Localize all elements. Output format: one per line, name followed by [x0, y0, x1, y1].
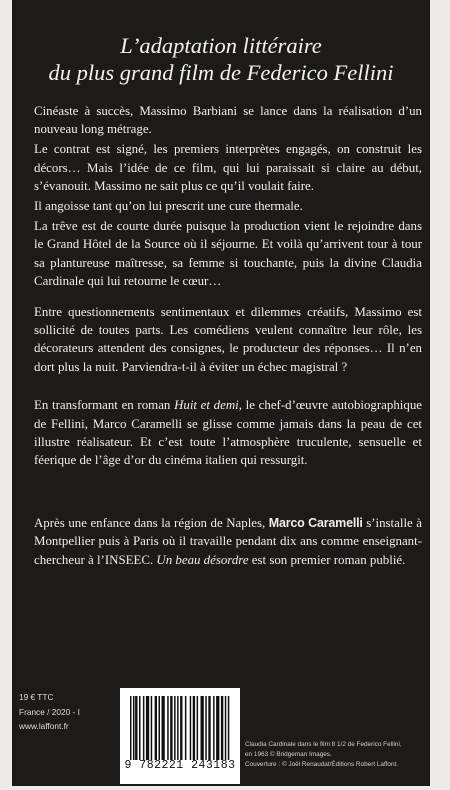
credit-line-2: en 1963 © Bridgeman Images.	[245, 751, 332, 758]
bio-text-end: est son premier roman publié.	[248, 552, 406, 567]
photo-credits	[245, 740, 425, 770]
bio-text-middle: s’installe à Montpellier puis à Paris où il travaille pendant dix ans comme enseignant-chercheur à l’INSEEC.	[34, 515, 422, 567]
book-title-huit-et-demi: Huit et demi	[174, 398, 239, 413]
heading-line-2: du plus grand film de Federico Fellini	[48, 60, 394, 85]
publisher-website: www.laffont.fr	[19, 721, 69, 731]
synopsis-paragraph-4: La trêve est de courte durée puisque la production vient le rejoindre dans le Grand Hôtel de la Source où il séjourne. Et voilà qu’arrivent tour à tour sa plantureuse maîtresse, sa femme si touchante, puis la divine Claudia Cardinale qui lui retourne le cœur…	[34, 218, 422, 289]
synopsis-paragraph-1: Cinéaste à succès, Massimo Barbiani se lance dans la réalisation d’un nouveau long métrage.	[34, 104, 422, 137]
price: 19 € TTC	[19, 692, 54, 702]
credit-line-3: Couverture : © Joël Renaudat/Éditions Robert Laffont.	[245, 761, 399, 768]
edition-code: France / 2020 - I	[19, 706, 80, 717]
blurb-text	[34, 102, 422, 569]
heading-line-1: L’adaptation littéraire	[120, 33, 322, 58]
review-paragraph	[34, 396, 422, 470]
isbn-number: 9 782221 243183	[124, 759, 236, 772]
credit-line-1: Claudia Cardinale dans le film 8 1/2 de Federico Fellini,	[245, 741, 402, 748]
cover-heading	[12, 32, 430, 86]
review-text-end: , le chef-d’œuvre autobiographique de Fellini, Marco Caramelli se glisse comme jamais dans la peau de cet illustre réalisateur. Et c’est toute l’atmosphère truculente, sensuelle et féerique de l’âge d’or du cinéma italien qui ressurgit.	[34, 398, 422, 468]
barcode-bars	[130, 696, 230, 760]
synopsis-paragraph-5: Entre questionnements sentimentaux et dilemmes créatifs, Massimo est sollicité de toutes parts. Les comédiens veulent connaître leur rôle, les décorateurs attendent des consignes, le producteur des réponses… Il n’en dort plus la nuit. Parviendra-t-il à éviter un échec magistral ?	[34, 304, 422, 374]
author-name: Marco Caramelli	[268, 515, 363, 530]
bio-text-start: Après une enfance dans la région de Naples,	[34, 515, 269, 530]
synopsis-paragraph-3: Il angoisse tant qu’on lui prescrit une cure thermale.	[34, 199, 303, 214]
author-bio	[34, 514, 422, 569]
back-cover	[12, 0, 430, 786]
barcode	[120, 688, 240, 784]
price-info	[19, 690, 80, 734]
synopsis-paragraph-2: Le contrat est signé, les premiers interprètes engagés, on construit les décors… Mais l’idée de ce film, qui lui paraissait si claire au début, s’évanouit. Massimo ne sait plus ce qu’il voulait faire.	[34, 142, 422, 194]
previous-book-title: Un beau désordre	[156, 552, 249, 567]
review-text-start: En transformant en roman	[34, 398, 175, 413]
